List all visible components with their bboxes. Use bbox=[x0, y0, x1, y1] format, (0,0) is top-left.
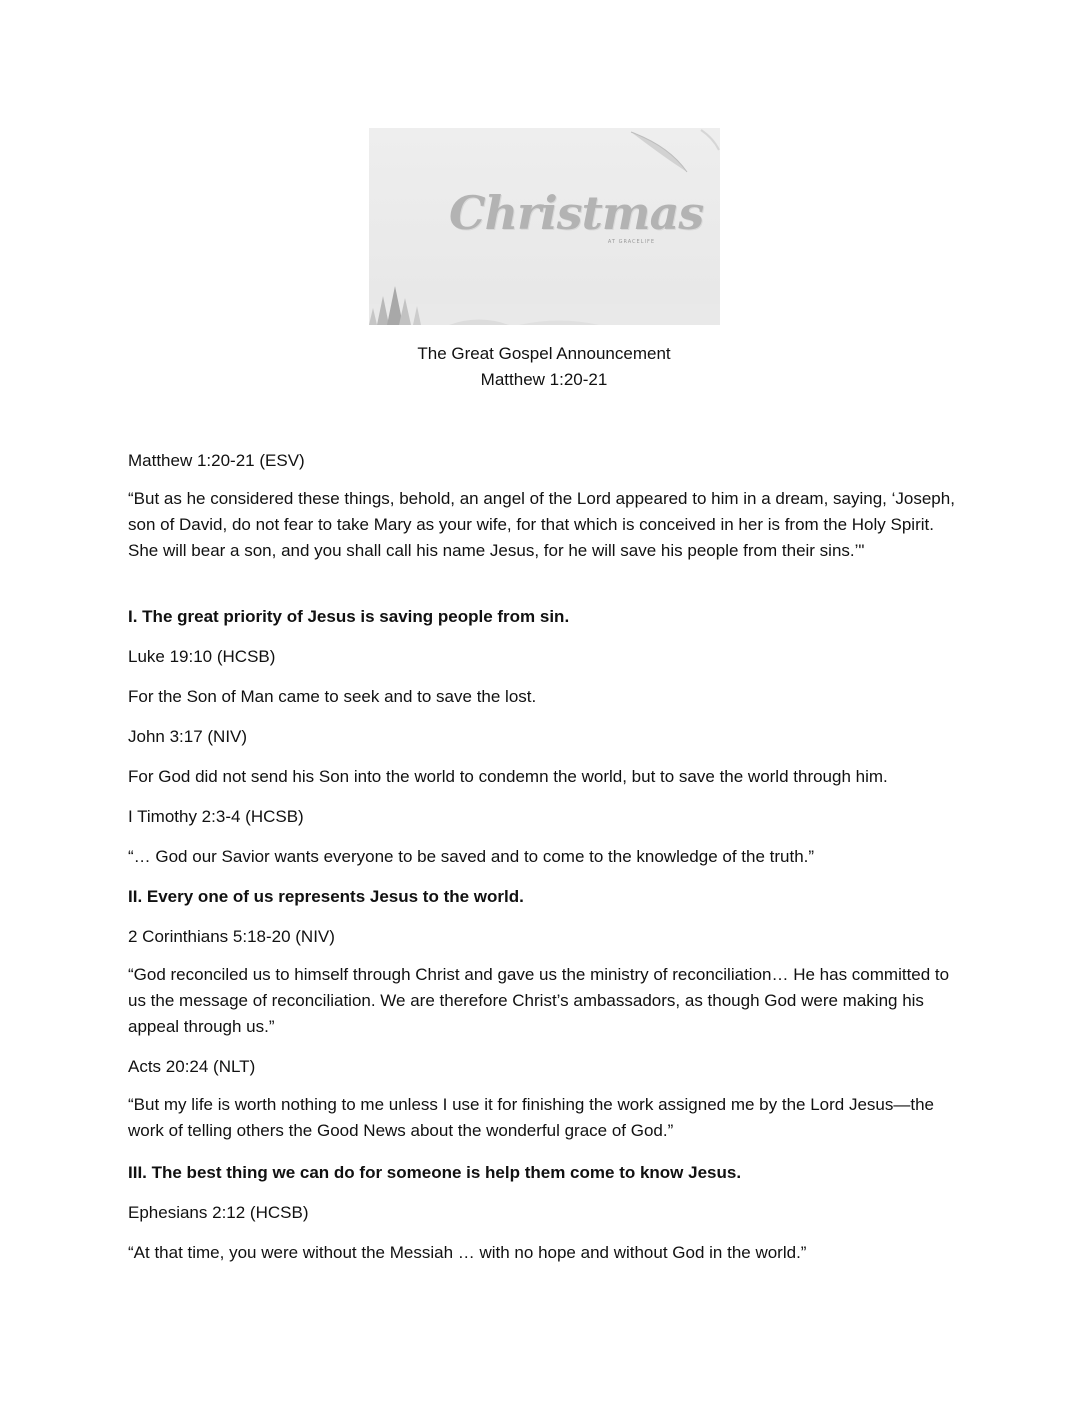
scripture-reference: 2 Corinthians 5:18-20 (NIV) bbox=[128, 927, 335, 946]
scripture-quote: “But as he considered these things, behold, an angel of the Lord appeared to him in a dream, saying, ‘Joseph, son of David, do not fear to take Mary as your wife, for that which is conceived in her is from the Holy Spirit. She will bear a son, and you shall call his name Jesus, for he will save his people from their sins.’" bbox=[128, 489, 955, 560]
scripture-reference: I Timothy 2:3-4 (HCSB) bbox=[128, 807, 304, 826]
scripture-reference: Matthew 1:20-21 (ESV) bbox=[128, 451, 305, 470]
scripture-quote: “At that time, you were without the Messiah … with no hope and without God in the world.” bbox=[128, 1243, 807, 1262]
point-heading-3: III. The best thing we can do for someone is help them come to know Jesus. bbox=[128, 1163, 742, 1182]
scripture-quote: “God reconciled us to himself through Christ and gave us the ministry of reconciliation… He has committed to us the message of reconciliation. We are therefore Christ’s ambassadors, as though God were making his appeal through us.” bbox=[128, 965, 950, 1036]
point-heading-1: I. The great priority of Jesus is saving people from sin. bbox=[128, 607, 570, 626]
scripture-quote: For the Son of Man came to seek and to save the lost. bbox=[128, 687, 537, 706]
document-reference: Matthew 1:20-21 bbox=[480, 370, 608, 389]
banner-subtitle: AT GRACELIFE bbox=[607, 239, 655, 245]
scripture-quote: “But my life is worth nothing to me unless I use it for finishing the work assigned me by the Lord Jesus—the work of telling others the Good News about the wonderful grace of God.” bbox=[128, 1095, 934, 1140]
scripture-quote: For God did not send his Son into the world to condemn the world, but to save the world through him. bbox=[128, 767, 888, 786]
scripture-reference: Acts 20:24 (NLT) bbox=[128, 1057, 256, 1076]
scripture-reference: Ephesians 2:12 (HCSB) bbox=[128, 1203, 309, 1222]
christmas-banner-image bbox=[369, 128, 720, 325]
scripture-reference: John 3:17 (NIV) bbox=[128, 727, 248, 746]
point-heading-2: II. Every one of us represents Jesus to the world. bbox=[128, 887, 524, 906]
scripture-quote: “… God our Savior wants everyone to be saved and to come to the knowledge of the truth.” bbox=[128, 847, 815, 866]
banner-title: Christmas bbox=[449, 186, 704, 240]
scripture-reference: Luke 19:10 (HCSB) bbox=[128, 647, 276, 666]
document-title: The Great Gospel Announcement bbox=[417, 344, 671, 363]
